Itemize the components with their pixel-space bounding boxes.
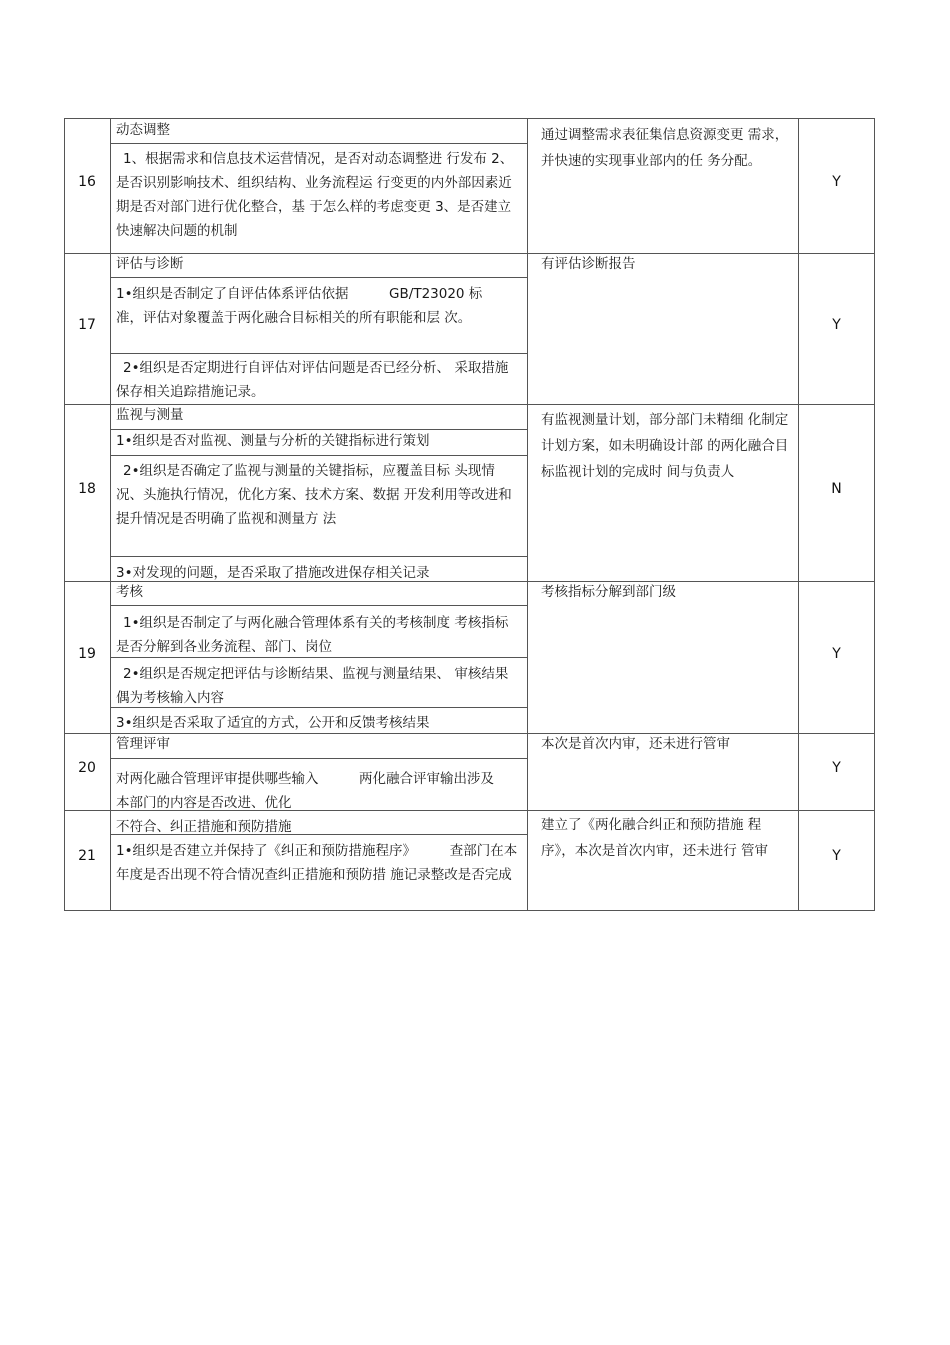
row-number: 17 — [78, 317, 96, 333]
column-divider — [527, 118, 528, 911]
row-result: Y — [832, 174, 841, 190]
row-number: 18 — [78, 481, 96, 497]
subrow-divider — [110, 556, 528, 557]
row-result: Y — [832, 317, 841, 333]
row-title: 评估与诊断 — [116, 256, 184, 272]
subrow-divider — [110, 277, 528, 278]
row-item: 对两化融合管理评审提供哪些输入 两化融合评审输出涉及本部门的内容是否改进、优化 — [116, 771, 494, 811]
row-finding: 有监视测量计划，部分部门未精细 化制定计划方案，如未明确设计部 的两化融合目标监视计划的完成时 间与负责人 — [541, 412, 789, 480]
row-title: 动态调整 — [116, 122, 170, 138]
row-result: Y — [832, 848, 841, 864]
table-border-left — [64, 118, 65, 911]
row-result: Y — [832, 760, 841, 776]
row-result: N — [831, 481, 842, 497]
row-finding: 有评估诊断报告 — [541, 256, 636, 272]
row-item: 1•组织是否制定了自评估体系评估依据 GB/T23020 标准，评估对象覆盖于两化融合目标相关的所有职能和层 次。 — [116, 286, 483, 326]
row-number: 16 — [78, 174, 96, 190]
row-title: 管理评审 — [116, 736, 170, 752]
row-item: 1•组织是否制定了与两化融合管理体系有关的考核制度 考核指标是否分解到各业务流程、部门、岗位 — [116, 615, 509, 655]
subrow-divider — [110, 455, 528, 456]
row-title: 不符合、纠正措施和预防措施 — [116, 819, 292, 835]
row-item: 1•组织是否建立并保持了《纠正和预防措施程序》 查部门在本年度是否出现不符合情况查纠正措施和预防措 施记录整改是否完成 — [116, 843, 518, 883]
row-finding: 通过调整需求表征集信息资源变更 需求，并快速的实现事业部内的任 务分配。 — [541, 127, 789, 169]
subrow-divider — [110, 605, 528, 606]
subrow-divider — [110, 143, 528, 144]
row-number: 19 — [78, 646, 96, 662]
subrow-divider — [110, 758, 528, 759]
row-item: 2•组织是否确定了监视与测量的关键指标，应覆盖目标 头现情况、头施执行情况，优化方案、技术方案、数据 开发利用等改进和提升情况是否明确了监视和测量方 法 — [116, 463, 512, 527]
row-item: 2•组织是否定期进行自评估对评估问题是否已经分析、 采取措施保存相关追踪措施记录。 — [116, 360, 509, 400]
row-item: 2•组织是否规定把评估与诊断结果、监视与测量结果、 审核结果偶为考核输入内容 — [116, 666, 509, 706]
row-finding: 本次是首次内审，还未进行管审 — [541, 736, 730, 752]
subrow-divider — [110, 353, 528, 354]
row-title: 监视与测量 — [116, 407, 184, 423]
row-number: 21 — [78, 848, 96, 864]
table-border-bottom — [64, 910, 875, 911]
row-finding: 考核指标分解到部门级 — [541, 584, 676, 600]
row-result: Y — [832, 646, 841, 662]
row-finding: 建立了《两化融合纠正和预防措施 程序》，本次是首次内审，还未进行 管审 — [541, 817, 769, 859]
row-item: 1•组织是否对监视、测量与分析的关键指标进行策划 — [116, 433, 430, 449]
row-item: 1、根据需求和信息技术运营情况，是否对动态调整进 行发布 2、是否识别影响技术、组织结构、业务流程运 行变更的内外部因素近期是否对部门进行优化整合，基 于怎么样的考虑变更 3、是否建立快速解决问题的机制 — [116, 151, 514, 239]
column-divider — [798, 118, 799, 911]
row-item: 3•对发现的问题，是否采取了措施改进保存相关记录 — [116, 565, 430, 581]
row-title: 考核 — [116, 584, 143, 600]
table-border-right — [874, 118, 875, 911]
row-number: 20 — [78, 760, 96, 776]
row-item: 3•组织是否采取了适宜的方式，公开和反馈考核结果 — [116, 715, 430, 731]
column-divider — [110, 118, 111, 911]
